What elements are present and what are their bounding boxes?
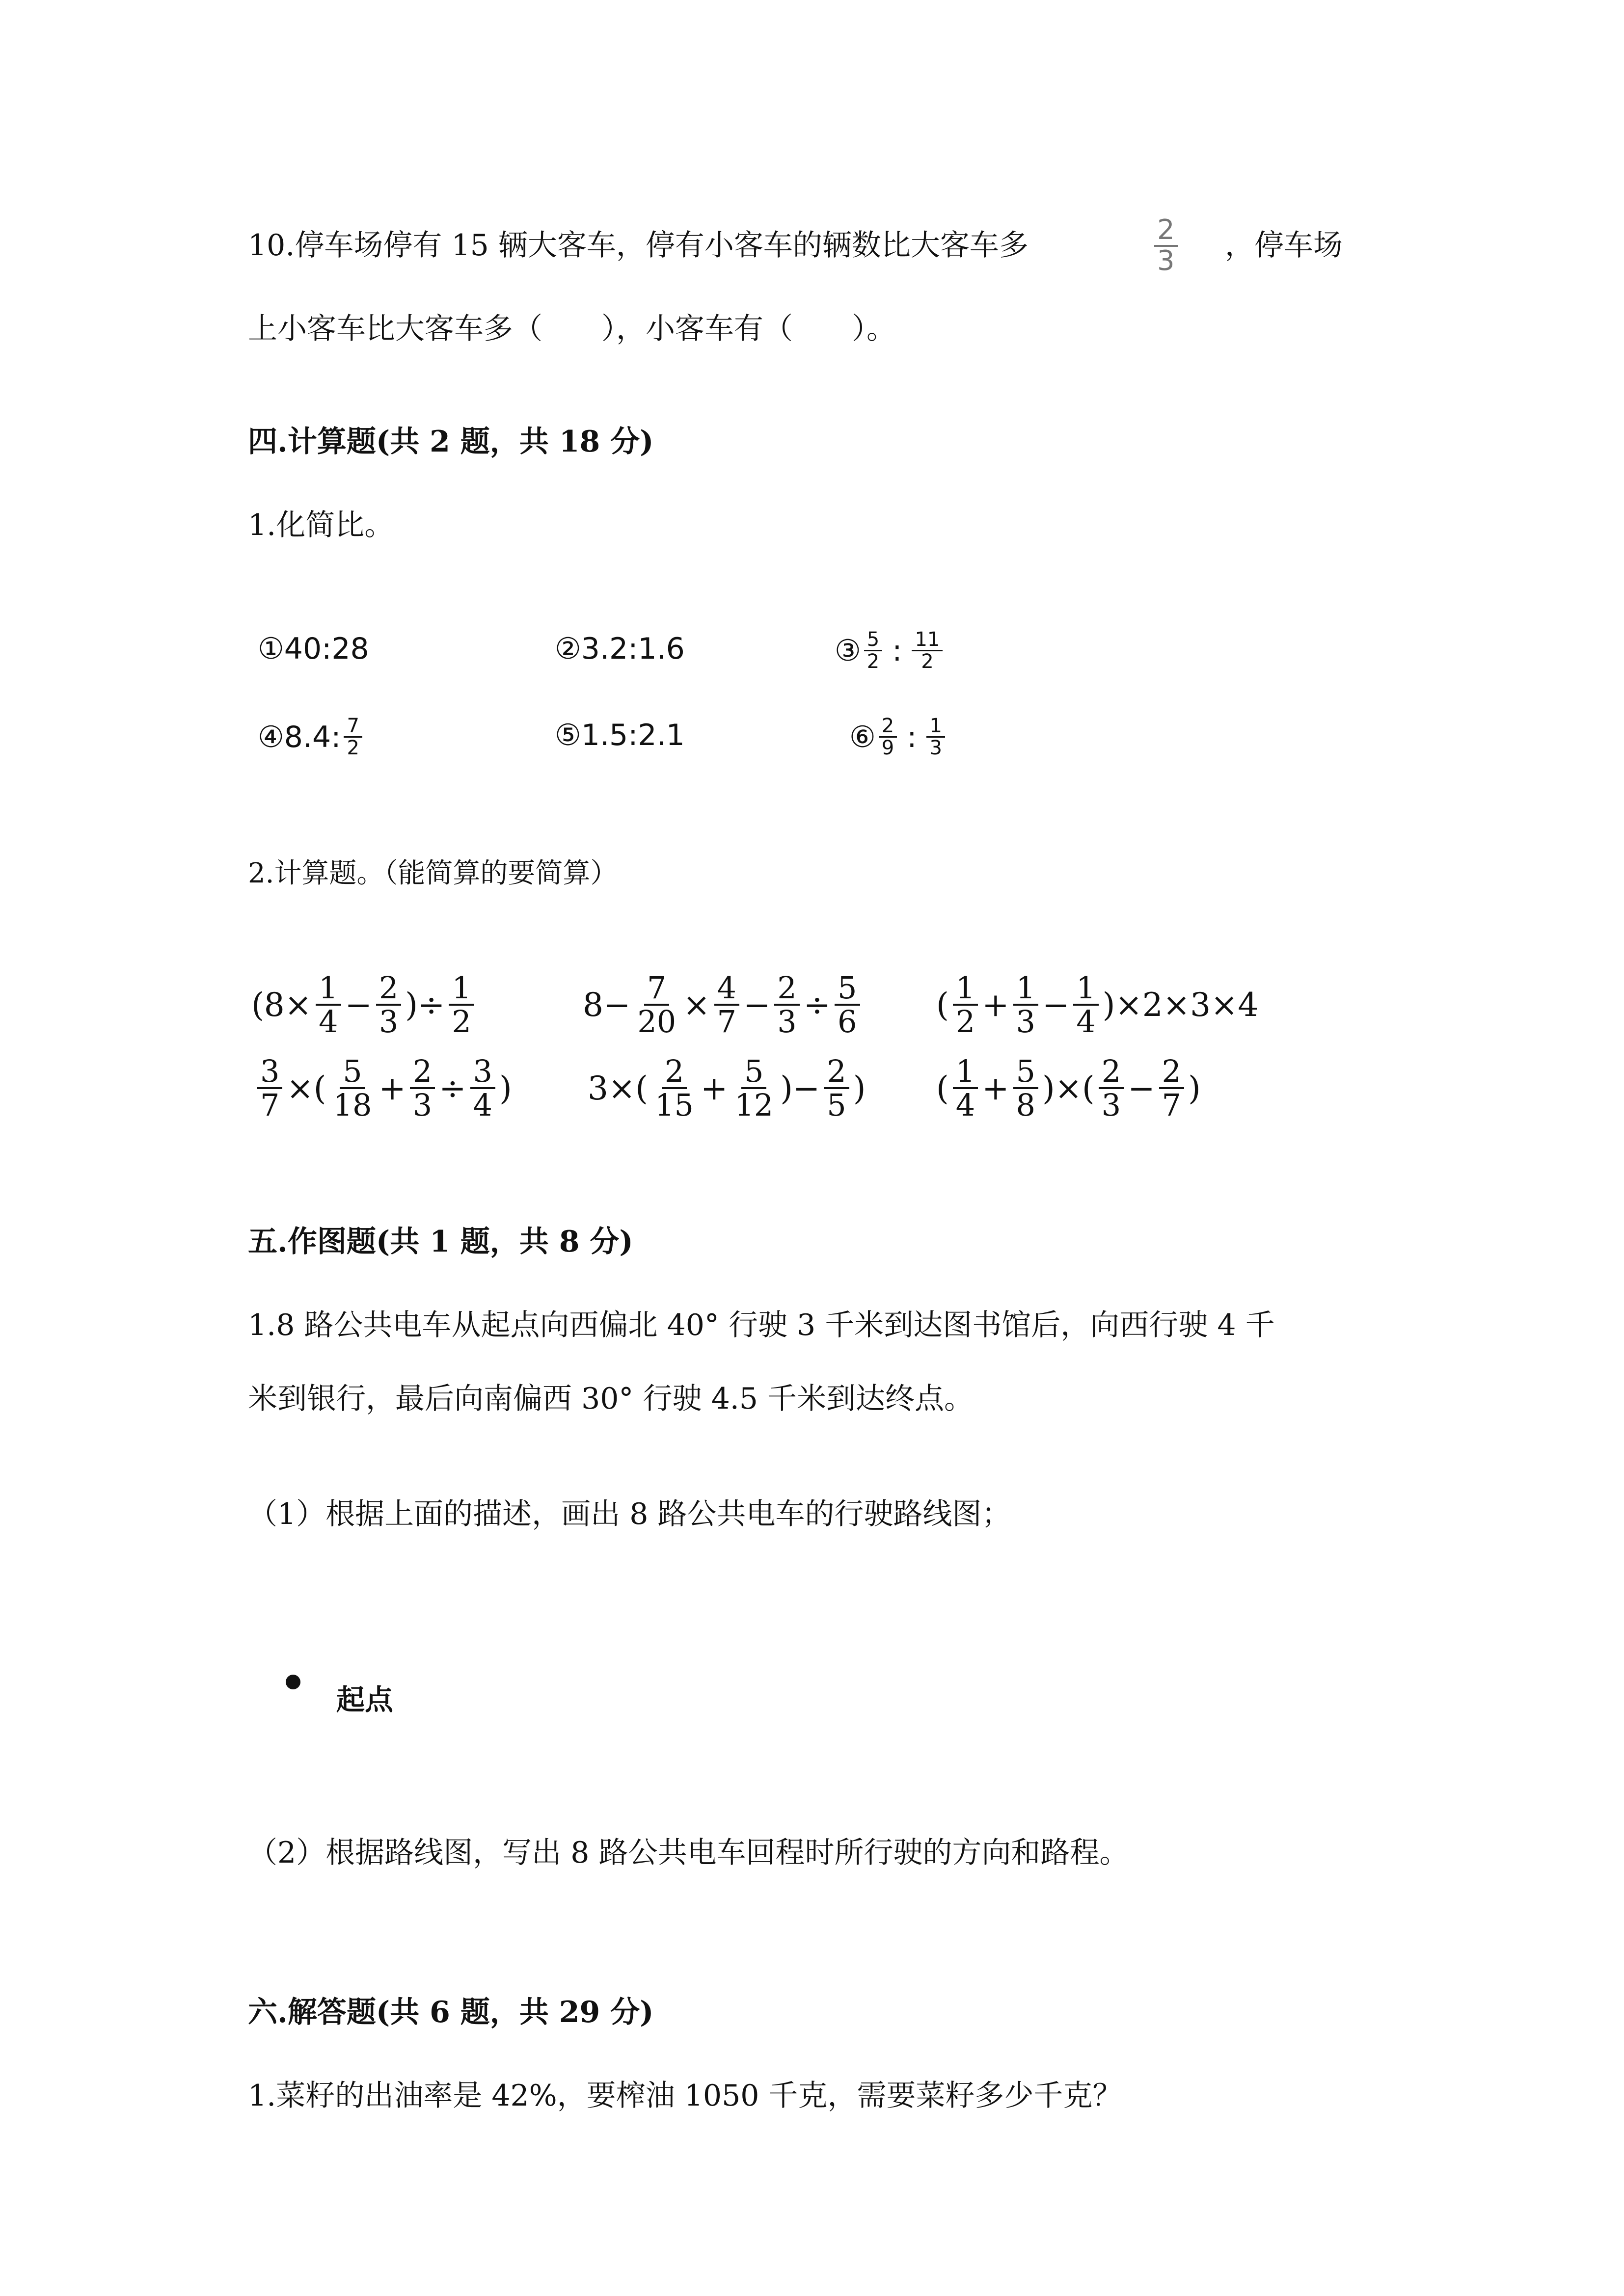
ratio-2-label: ②3.2:1.6	[555, 632, 685, 666]
start-label: 起点	[336, 1683, 394, 1716]
ratio-4-frac-b: $\frac{7}{2}$	[344, 716, 362, 758]
s4-q2-title: 2.计算题。（能简算的要简算）	[248, 857, 618, 889]
q10-text-b: ，停车场	[1225, 228, 1343, 263]
ratio-3-frac-b: $\frac{11}{2}$	[912, 629, 943, 672]
section4-title: 四.计算题(共 2 题，共 18 分)	[248, 425, 654, 459]
section6-title: 六.解答题(共 6 题，共 29 分)	[248, 1995, 654, 2029]
s5-sub1: （1）根据上面的描述，画出 8 路公共电车的行驶路线图；	[248, 1497, 1011, 1531]
ratio-2	[555, 629, 685, 668]
ratio-6-frac-a: $\frac{2}{9}$	[879, 716, 897, 758]
ratio-3-sep: :	[892, 633, 902, 668]
s6-q1: 1.菜籽的出油率是 42%，要榨油 1050 千克，需要菜籽多少千克？	[248, 2079, 1122, 2113]
ratio-1-label: ①40:28	[258, 632, 369, 666]
expr-3: ( $\frac{1}{2}$ + $\frac{1}{3}$ − $\frac{1}{4}$ )×2×3×4	[936, 970, 1259, 1040]
ratio-3-label: ③	[835, 633, 861, 668]
ratio-1	[258, 629, 369, 668]
q10-text-a: 10.停车场停有 15 辆大客车，停有小客车的辆数比大客车多	[248, 228, 1029, 263]
ratio-3-frac-a: $\frac{5}{2}$	[864, 629, 882, 672]
s5-q1-line1: 1.8 路公共电车从起点向西偏北 40° 行驶 3 千米到达图书馆后，向西行驶 4 千	[248, 1308, 1275, 1342]
ratio-5-label: ⑤1.5:2.1	[555, 718, 685, 752]
ratio-5	[555, 716, 685, 755]
ratio-6	[849, 716, 948, 758]
ratio-6-sep: :	[907, 720, 917, 754]
expr-4: $\frac{3}{7}$ ×( $\frac{5}{18}$ + $\frac{2}{3}$ ÷ $\frac{3}{4}$ )	[254, 1055, 513, 1121]
ratio-3	[835, 629, 946, 672]
ratio-4	[258, 716, 365, 758]
expr-5: 3×( $\frac{2}{15}$ + $\frac{5}{12}$ )− $\frac{2}{5}$ )	[588, 1053, 866, 1123]
q10-fraction	[1154, 216, 1178, 276]
q10-frac-num: 2	[1154, 216, 1178, 247]
s5-sub2: （2）根据路线图，写出 8 路公共电车回程时所行驶的方向和路程。	[248, 1836, 1129, 1870]
s5-q1-line2: 米到银行，最后向南偏西 30° 行驶 4.5 千米到达终点。	[248, 1382, 974, 1416]
expr-2: 8− $\frac{7}{20}$ × $\frac{4}{7}$ − $\frac{2}{3}$ ÷ $\frac{5}{6}$	[582, 972, 863, 1038]
q10-line2: 上小客车比大客车多（ ），小客车有（ ）。	[248, 312, 896, 346]
ratio-6-label: ⑥	[849, 720, 876, 754]
ratio-6-frac-b: $\frac{1}{3}$	[926, 716, 945, 758]
ratio-4-label: ④8.4:	[258, 720, 341, 754]
s4-q1-title: 1.化简比。	[248, 508, 394, 542]
q10-line1	[248, 226, 1029, 265]
start-point-dot	[286, 1675, 300, 1689]
section5-title: 五.作图题(共 1 题，共 8 分)	[248, 1225, 633, 1259]
expr-6: ( $\frac{1}{4}$ + $\frac{5}{8}$ )×( $\frac{2}{3}$ − $\frac{2}{7}$ )	[936, 1053, 1201, 1123]
expr-1: (8× $\frac{1}{4}$ − $\frac{2}{3}$ )÷ $\frac{1}{2}$	[250, 972, 477, 1038]
q10-frac-den: 3	[1157, 244, 1175, 277]
